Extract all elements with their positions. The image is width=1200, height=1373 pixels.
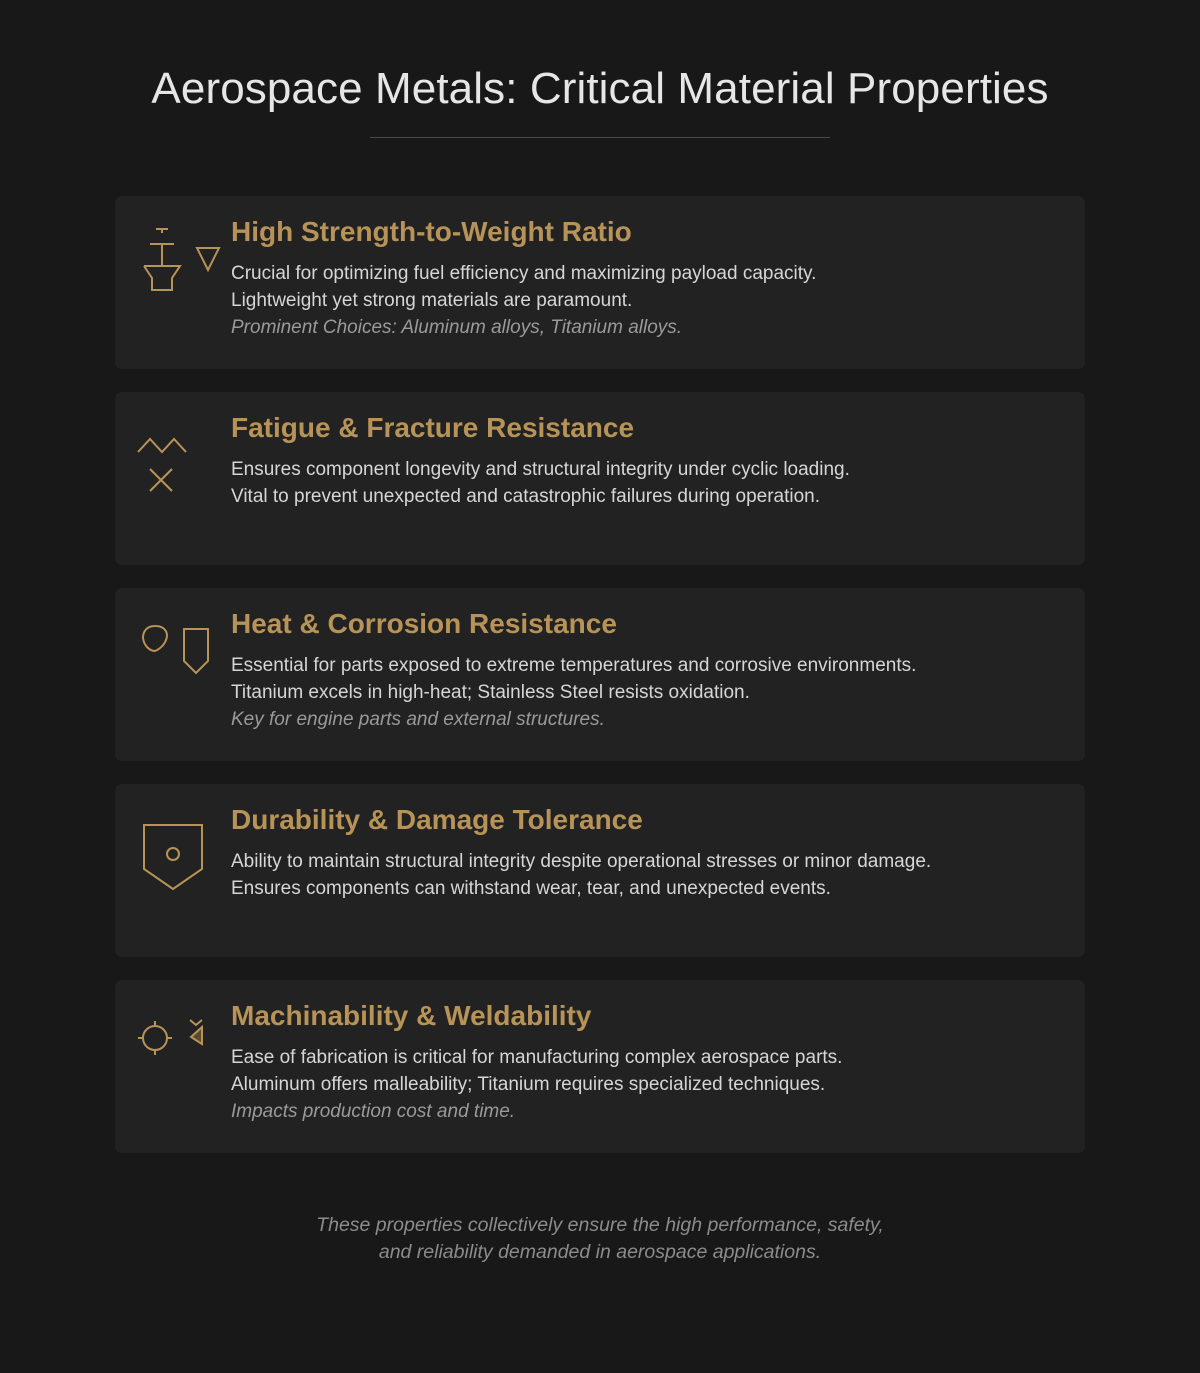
footer-line: and reliability demanded in aerospace applications. — [378, 1241, 822, 1263]
property-card-list — [115, 196, 1085, 1176]
card-description-line: Aluminum offers malleability; Titanium requires specialized techniques. — [231, 1074, 826, 1095]
card-description-line: Lightweight yet strong materials are paramount. — [231, 290, 633, 311]
card-title: Machinability & Weldability — [231, 1000, 592, 1031]
card-description-line: Ensures components can withstand wear, tear, and unexpected events. — [231, 878, 831, 899]
footer-line: These properties collectively ensure the high performance, safety, — [316, 1214, 884, 1236]
card-note: Key for engine parts and external structures. — [231, 709, 605, 730]
card-description-line: Essential for parts exposed to extreme temperatures and corrosive environments. — [231, 655, 917, 676]
property-card-heat-corrosion — [115, 588, 1085, 761]
property-card-durability — [115, 784, 1085, 957]
card-description-line: Ease of fabrication is critical for manufacturing complex aerospace parts. — [231, 1047, 843, 1068]
card-description-line: Titanium excels in high-heat; Stainless Steel resists oxidation. — [231, 682, 750, 703]
card-title: Heat & Corrosion Resistance — [231, 608, 617, 639]
card-description-line: Ensures component longevity and structural integrity under cyclic loading. — [231, 459, 850, 480]
card-title: Fatigue & Fracture Resistance — [231, 412, 635, 443]
heat-corrosion-shield-icon — [127, 606, 217, 706]
card-description-line: Crucial for optimizing fuel efficiency and maximizing payload capacity. — [231, 263, 817, 284]
machining-welding-icon — [127, 998, 217, 1098]
card-description-line: Vital to prevent unexpected and catastrophic failures during operation. — [231, 486, 821, 507]
property-card-machinability — [115, 980, 1085, 1153]
property-card-fatigue-fracture — [115, 392, 1085, 565]
footer-summary — [0, 1212, 1200, 1266]
strength-weight-icon — [127, 214, 217, 314]
card-title: High Strength-to-Weight Ratio — [231, 216, 632, 247]
card-note: Prominent Choices: Aluminum alloys, Titanium alloys. — [231, 317, 683, 338]
title-divider — [370, 137, 830, 138]
durability-shield-icon — [127, 802, 217, 902]
fatigue-fracture-icon — [127, 410, 217, 510]
property-card-strength-to-weight — [115, 196, 1085, 369]
page-title: Aerospace Metals: Critical Material Properties — [151, 64, 1049, 113]
card-note: Impacts production cost and time. — [231, 1101, 516, 1122]
card-title: Durability & Damage Tolerance — [231, 804, 643, 835]
card-description-line: Ability to maintain structural integrity despite operational stresses or minor damage. — [231, 851, 932, 872]
